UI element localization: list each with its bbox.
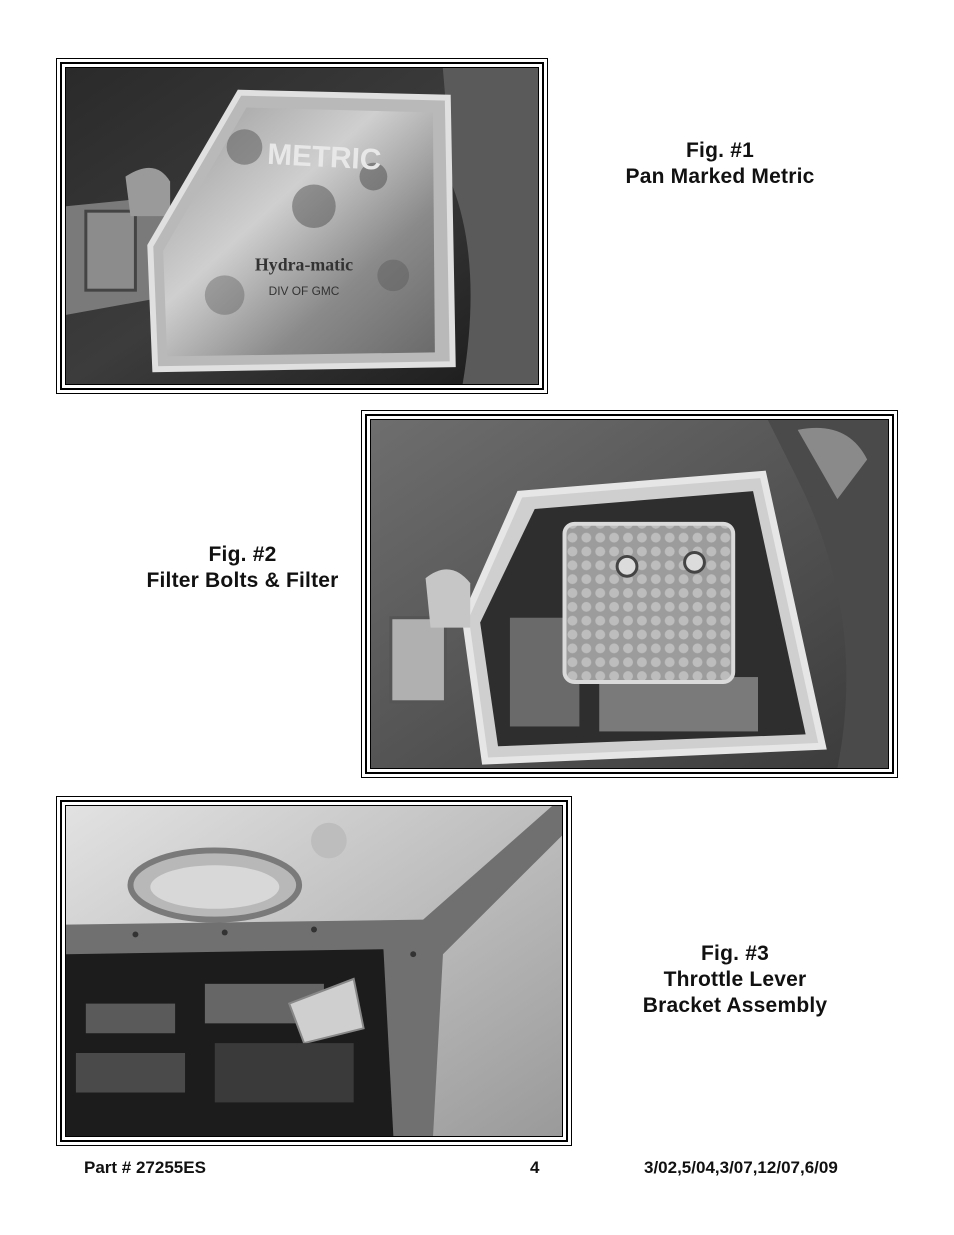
figure-2-number: Fig. #2 [208, 543, 277, 566]
figure-3-title-line-1: Throttle Lever [663, 968, 807, 991]
figure-2-photo [361, 410, 898, 778]
footer-revision-dates: 3/02,5/04,3/07,12/07,6/09 [644, 1158, 838, 1177]
figure-1-photo [56, 58, 548, 394]
pan-stamp-division: DIV OF GMC [268, 284, 340, 299]
figure-2-title: Filter Bolts & Filter [146, 569, 339, 592]
figure-1-caption [600, 138, 840, 190]
throttle-bracket-image [66, 806, 562, 1136]
figure-3-title-line-2: Bracket Assembly [642, 994, 828, 1017]
transmission-pan-image [66, 68, 538, 384]
footer-page-number: 4 [530, 1158, 540, 1177]
figure-3-photo [56, 796, 572, 1146]
figure-3-caption [610, 941, 860, 1019]
footer-part-number: Part # 27255ES [84, 1158, 206, 1177]
filter-bolts-image [371, 420, 888, 768]
figure-3-number: Fig. #3 [701, 942, 769, 965]
pan-stamp-metric: METRIC [266, 137, 383, 177]
figure-2-caption [120, 542, 365, 594]
figure-1-number: Fig. #1 [686, 139, 754, 162]
pan-stamp-brand: Hydra-matic [254, 254, 354, 275]
figure-1-title: Pan Marked Metric [625, 165, 815, 188]
